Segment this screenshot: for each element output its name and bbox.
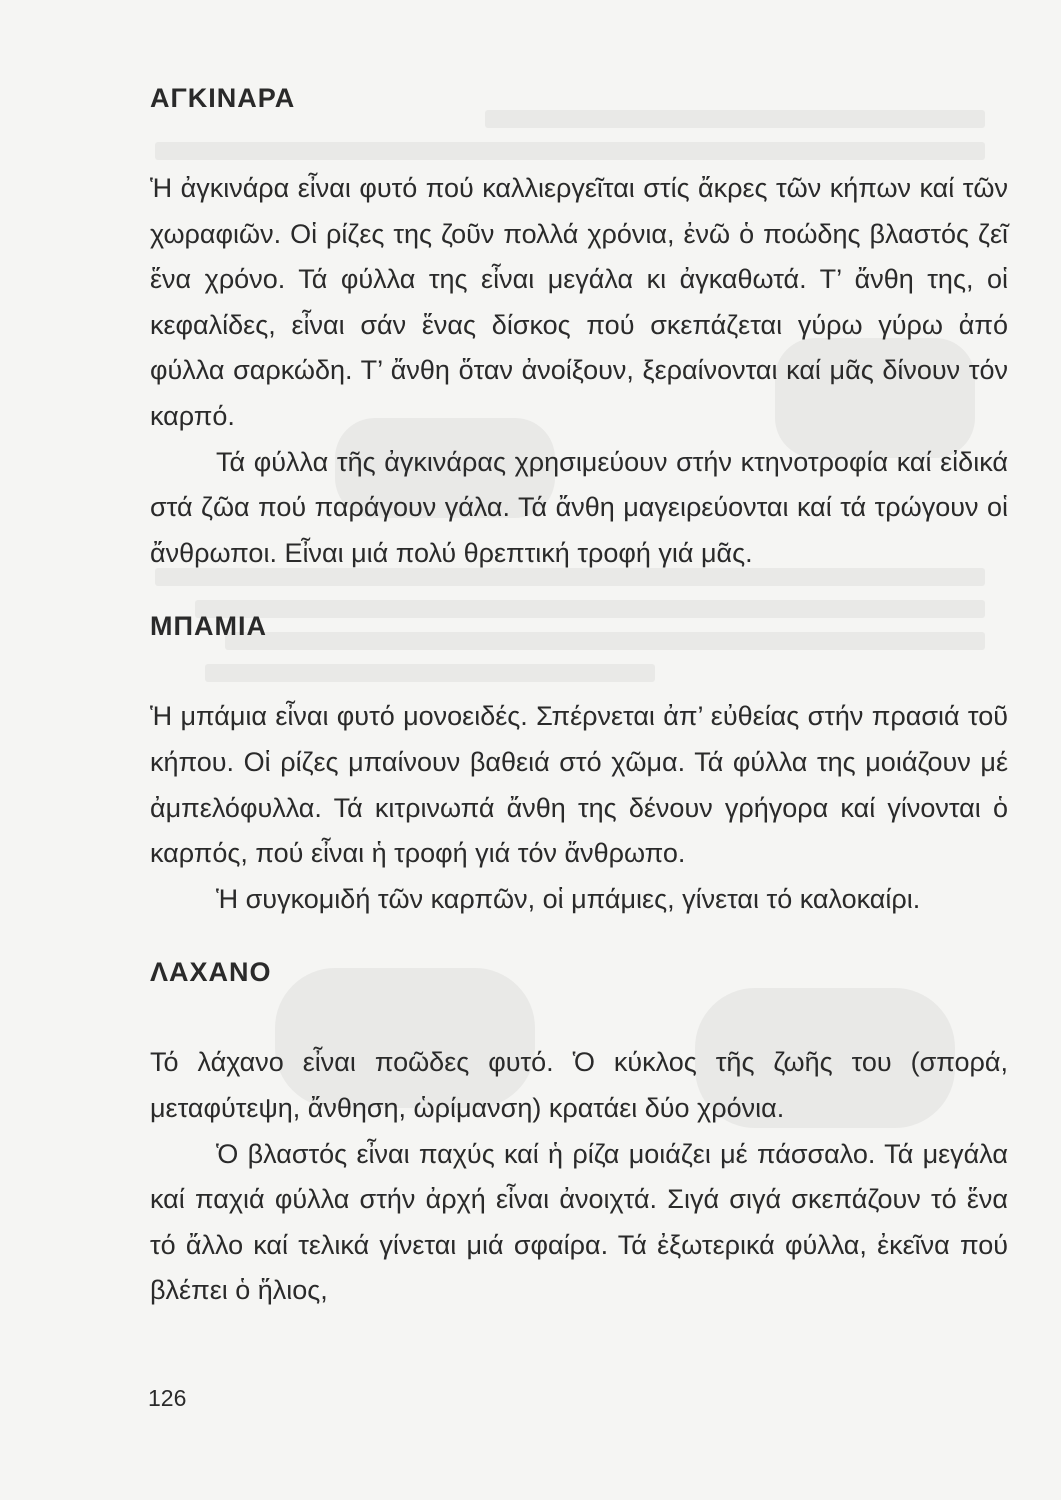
paragraph: Ἡ ἀγκινάρα εἶναι φυτό πού καλλιεργεῖται στίς ἄκρες τῶν κήπων καί τῶν χωραφιῶν. Οἱ ρίζες της ζοῦν πολλά χρόνια, ἐνῶ ὁ ποώδης βλαστός ζεῖ ἕνα χρόνο. Τά φύλλα της εἶναι μεγάλα κι ἀγκαθωτά. Τ’ ἄνθη της, οἱ κεφαλίδες, εἶναι σάν ἕνας δίσκος πού σκεπάζεται γύρω γύρω ἀπό φύλλα σαρκώδη. Τ’ ἄνθη ὅταν ἀνοίξουν, ξεραίνονται καί μᾶς δίνουν τόν καρπό.: [150, 173, 1008, 431]
section-heading-cabbage: ΛΑΧΑΝΟ: [150, 957, 272, 988]
section-heading-okra: ΜΠΑΜΙΑ: [150, 611, 267, 642]
paragraph: Ἡ συγκομιδή τῶν καρπῶν, οἱ μπάμιες, γίνεται τό καλοκαίρι.: [216, 883, 921, 914]
section-heading-artichoke: ΑΓΚΙΝΑΡΑ: [150, 83, 296, 113]
paragraph: Ἡ μπάμια εἶναι φυτό μονοειδές. Σπέρνεται ἀπ’ εὐθείας στήν πρασιά τοῦ κήπου. Οἱ ρίζες μπαίνουν βαθειά στό χῶμα. Τά φύλλα της μοιάζουν μέ ἀμπελόφυλλα. Τά κιτρινωπά ἄνθη της δένουν γρήγορα καί γίνονται ὁ καρπός, πού εἶναι ἡ τροφή γιά τόν ἄνθρωπο.: [150, 701, 1008, 869]
page-content: [150, 68, 1008, 1314]
paragraph: Τό λάχανο εἶναι ποῶδες φυτό. Ὁ κύκλος τῆς ζωῆς του (σπορά, μεταφύτεψη, ἄνθηση, ὡρίμανση) κρατάει δύο χρόνια.: [150, 1047, 1008, 1123]
page-number: 126: [148, 1385, 187, 1411]
paragraph: Ὁ βλαστός εἶναι παχύς καί ἡ ρίζα μοιάζει μέ πάσσαλο. Τά μεγάλα καί παχιά φύλλα στήν ἀρχή εἶναι ἀνοιχτά. Σιγά σιγά σκεπάζουν τό ἕνα τό ἄλλο καί τελικά γίνεται μιά σφαίρα. Τά ἐξωτερικά φύλλα, ἐκεῖνα πού βλέπει ὁ ἥλιος,: [150, 1138, 1008, 1306]
paragraph: Τά φύλλα τῆς ἀγκινάρας χρησιμεύουν στήν κτηνοτροφία καί εἰδικά στά ζῶα πού παράγουν γάλα. Τά ἄνθη μαγειρεύονται καί τά τρώγουν οἱ ἄνθρωποι. Εἶναι μιά πολύ θρεπτική τροφή γιά μᾶς.: [150, 446, 1008, 568]
